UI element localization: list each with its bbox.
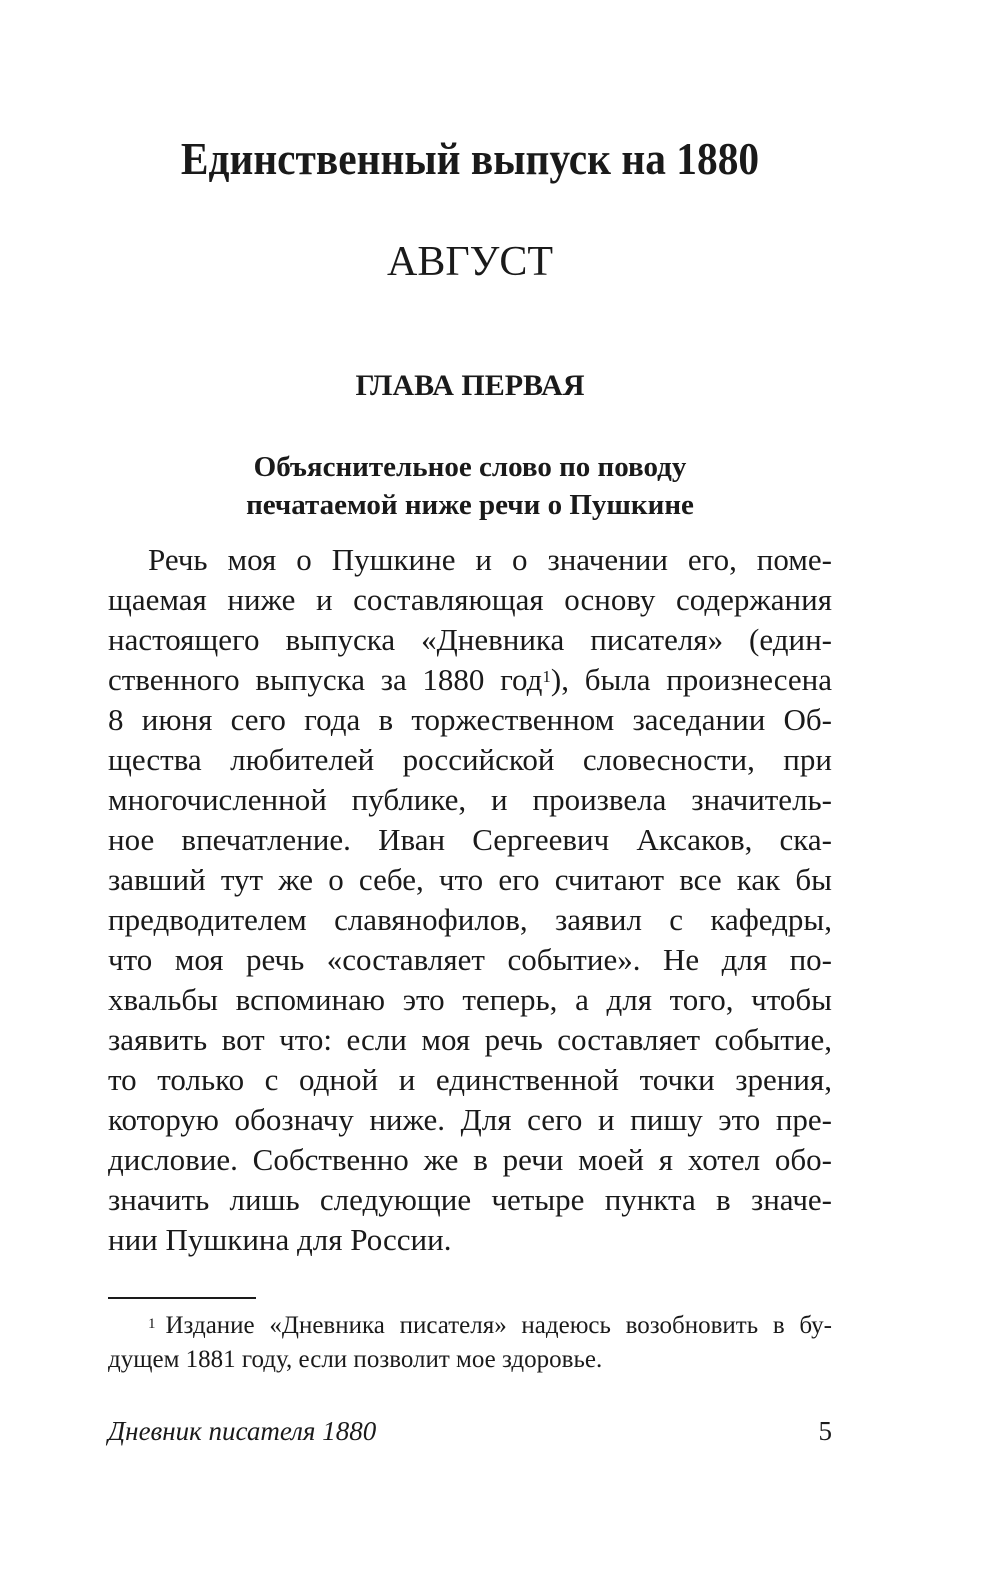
running-footer-title: Дневник писателя 1880 xyxy=(108,1416,377,1446)
month-heading: АВГУСТ xyxy=(386,239,554,285)
body-line: заявить вот что: если моя речь составляет событие, xyxy=(108,1022,832,1057)
body-line: дисловие. Собственно же в речи моей я хотел обо- xyxy=(108,1142,832,1177)
body-line: что моя речь «составляет событие». Не для по- xyxy=(108,942,832,977)
body-line: щества любителей российской словесности, при xyxy=(108,742,832,777)
body-line: нии Пушкина для России. xyxy=(108,1222,452,1257)
body-line: Речь моя о Пушкине и о значении его, поме- xyxy=(148,542,832,577)
section-subheading-line-1: Объяснительное слово по поводу xyxy=(253,451,687,483)
footnote-divider xyxy=(108,1297,256,1299)
body-line: щаемая ниже и составляющая основу содержания xyxy=(108,582,832,617)
footnote-number: 1 xyxy=(148,1316,156,1332)
page-number: 5 xyxy=(818,1416,832,1446)
body-line: значить лишь следующие четыре пункта в значе- xyxy=(108,1182,832,1217)
body-line: 8 июня сего года в торжественном заседании Об- xyxy=(108,702,832,737)
body-line: то только с одной и единственной точки зрения, xyxy=(108,1062,832,1097)
footnote-line xyxy=(148,1309,832,1343)
footnote-line: дущем 1881 году, если позволит мое здоровье. xyxy=(108,1346,603,1373)
body-line xyxy=(108,660,832,700)
body-text-segment: ), была произнесена xyxy=(550,662,833,697)
footnote-text: Издание «Дневника писателя» надеюсь возобновить в бу- xyxy=(165,1312,832,1339)
chapter-heading: ГЛАВА ПЕРВАЯ xyxy=(355,369,585,402)
body-text-segment: ственного выпуска за 1880 год xyxy=(108,662,543,697)
body-line: ное впечатление. Иван Сергеевич Аксаков, ска- xyxy=(108,822,832,857)
body-line: предводителем славянофилов, заявил с кафедры, xyxy=(108,902,832,937)
body-line: которую обозначу ниже. Для сего и пишу это пре- xyxy=(108,1102,832,1137)
footnote-reference: 1 xyxy=(542,667,551,686)
page-title: Единственный выпуск на 1880 xyxy=(180,133,760,184)
body-line: хвальбы вспоминаю это теперь, а для того, чтобы xyxy=(108,982,832,1017)
body-line: многочисленной публике, и произвела значитель- xyxy=(108,782,832,817)
section-subheading-line-2: печатаемой ниже речи о Пушкине xyxy=(246,489,694,521)
body-line: завший тут же о себе, что его считают все как бы xyxy=(108,862,832,897)
body-line: настоящего выпуска «Дневника писателя» (един- xyxy=(108,622,832,657)
